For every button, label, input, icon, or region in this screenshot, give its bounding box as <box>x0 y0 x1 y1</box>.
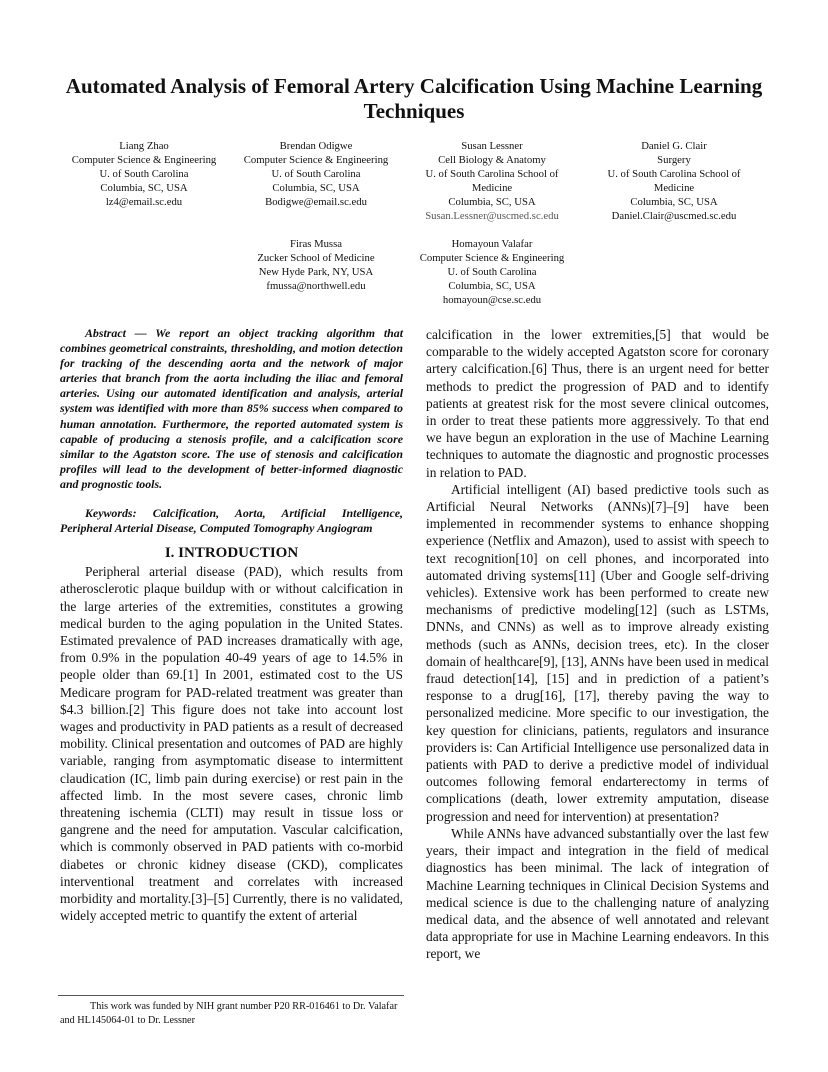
author-affiliation: U. of South Carolina <box>447 266 537 278</box>
author-affiliation: Computer Science & Engineering <box>243 154 389 166</box>
author-affiliation: U. of South Carolina School of <box>425 168 559 180</box>
author-affiliation: Medicine <box>653 182 695 194</box>
left-column <box>60 326 403 924</box>
author-name: Liang Zhao <box>119 140 169 152</box>
author-card <box>408 237 576 307</box>
author-email[interactable]: fmussa@northwell.edu <box>266 280 366 292</box>
author-card <box>60 139 228 209</box>
author-email[interactable]: homayoun@cse.sc.edu <box>442 294 542 306</box>
author-card <box>232 139 400 209</box>
body-paragraph: Artificial intelligent (AI) based predictive tools such as Artificial Neural Networks (ANNs)[7]–[9] have been implemented in recommender systems to enhance shopping experience (Netflix and Amazon), used to assist with speech to text recognition[10] on cell phones, and incorporated into automated driving systems[11] (Uber and Google self-driving vehicles). Extensive work has been performed to create new mechanisms of predictive modeling[12] (such as LSTMs, DNNs, and CNNs) as well as to improve already existing methods (such as ANNs, decision trees, etc). In the closer domain of healthcare[9], [13], ANNs have been used in medical fraud detection[14], [15] and in prediction of a patient’s response to a drug[16], [17], thereby paving the way to personalized medicine. More specific to our investigation, the key question for clinicians, patients, regulators and insurance providers is: Can Artificial Intelligence use personalized data in patients with PAD to derive a predictive model of individual outcomes following femoral endarterectomy in terms of complications (death, lower extremity amputation, disease progression and need for intervention) at presentation? <box>426 481 769 824</box>
author-affiliation: Surgery <box>657 154 691 166</box>
abstract: Abstract — We report an object tracking algorithm that combines geometrical constraints, thresholding, and motion detection for tracking of the descending aorta and the network of major arteries that branch from the aorta including the iliac and femoral arteries. Using our automated identification and analysis, arterial system was identified with more than 85% success when compared to human annotation. Furthermore, the reported automated system is capable of producing a stenosis profile, and a calcification score similar to the Agatston score. The use of stenosis and calcification profiles will lead to the development of better-informed diagnostic and prognostic tools. <box>60 326 403 491</box>
author-name: Daniel G. Clair <box>641 140 707 152</box>
author-name: Homayoun Valafar <box>451 238 533 250</box>
author-affiliation: Columbia, SC, USA <box>448 280 536 292</box>
author-affiliation: Columbia, SC, USA <box>448 196 536 208</box>
author-email[interactable]: Bodigwe@email.sc.edu <box>265 196 367 208</box>
author-card <box>408 139 576 223</box>
paper-title: Automated Analysis of Femoral Artery Calcification Using Machine Learning Techniques <box>65 74 763 123</box>
author-affiliation: U. of South Carolina <box>271 168 361 180</box>
author-affiliation: Columbia, SC, USA <box>272 182 360 194</box>
author-affiliation: Medicine <box>471 182 513 194</box>
author-affiliation: Columbia, SC, USA <box>630 196 718 208</box>
footnote-divider <box>58 995 404 996</box>
author-email[interactable]: lz4@email.sc.edu <box>105 196 183 208</box>
author-affiliation: New Hyde Park, NY, USA <box>258 266 374 278</box>
author-name: Brendan Odigwe <box>279 140 353 152</box>
right-column <box>426 326 769 963</box>
footnote: This work was funded by NIH grant number P20 RR-016461 to Dr. Valafar and HL145064-01 to Dr. Lessner <box>60 1001 398 1026</box>
author-affiliation: Computer Science & Engineering <box>419 252 565 264</box>
author-affiliation: Computer Science & Engineering <box>71 154 217 166</box>
author-card <box>232 237 400 293</box>
author-card <box>590 139 758 223</box>
section-heading: I. INTRODUCTION <box>164 545 299 562</box>
body-paragraph: calcification in the lower extremities,[5] that would be comparable to the widely accepted Agatston score for coronary artery calcification.[6] Thus, there is an urgent need for better methods to predict the progression of PAD and to identify patients at greatest risk for the most severe clinical outcomes, in order to treat these patients more aggressively. To that end we have begun an exploration in the use of Machine Learning techniques to automate the diagnostic and prognostic processes in relation to PAD. <box>426 327 769 480</box>
author-email[interactable]: Susan.Lessner@uscmed.sc.edu <box>425 210 559 222</box>
author-name: Susan Lessner <box>461 140 523 152</box>
author-affiliation: Columbia, SC, USA <box>100 182 188 194</box>
author-affiliation: U. of South Carolina <box>99 168 189 180</box>
body-paragraph: Peripheral arterial disease (PAD), which results from atherosclerotic plaque buildup with or without calcification in the large arteries of the extremities, constitutes a growing medical burden to the aging population in the United States. Estimated prevalence of PAD increases dramatically with age, from 0.9% in the population 40-49 years of age to 14.5% in people older than 69.[1] In 2001, estimated cost to the US Medicare program for PAD-related treatment was greater than $4.3 billion.[2] This figure does not take into account lost wages and productivity in PAD patients as a result of decreased mobility. Clinical presentation and outcomes of PAD are highly variable, ranging from asymptomatic disease to intermittent claudication (IC, limb pain during exercise) or rest pain in the affected limb. In the most severe cases, chronic limb threatening ischemia (CLTI) may result in tissue loss or gangrene and the need for amputation. Vascular calcification, which is commonly observed in PAD patients with co-morbid diabetes or chronic kidney disease (CKD), complicates interventional treatment and correlates with increased morbidity and mortality.[3]–[5] Currently, there is no validated, widely accepted metric to quantify the extent of arterial <box>60 564 403 924</box>
body-paragraph: While ANNs have advanced substantially over the last few years, their impact and integration in the field of medical diagnostics has been minimal. The lack of integration of Machine Learning techniques in Clinical Decision Systems and medical science is due to the challenging nature of analyzing medical data, and the absence of well annotated and relevant data appropriate for use in Machine Learning endeavors. In this report, we <box>426 825 769 962</box>
author-email[interactable]: Daniel.Clair@uscmed.sc.edu <box>611 210 737 222</box>
author-affiliation: U. of South Carolina School of <box>607 168 741 180</box>
author-affiliation: Cell Biology & Anatomy <box>438 154 546 166</box>
author-name: Firas Mussa <box>290 238 342 250</box>
keywords: Keywords: Calcification, Aorta, Artificial Intelligence, Peripheral Arterial Disease, Computed Tomography Angiogram <box>60 506 403 536</box>
author-affiliation: Zucker School of Medicine <box>257 252 375 264</box>
